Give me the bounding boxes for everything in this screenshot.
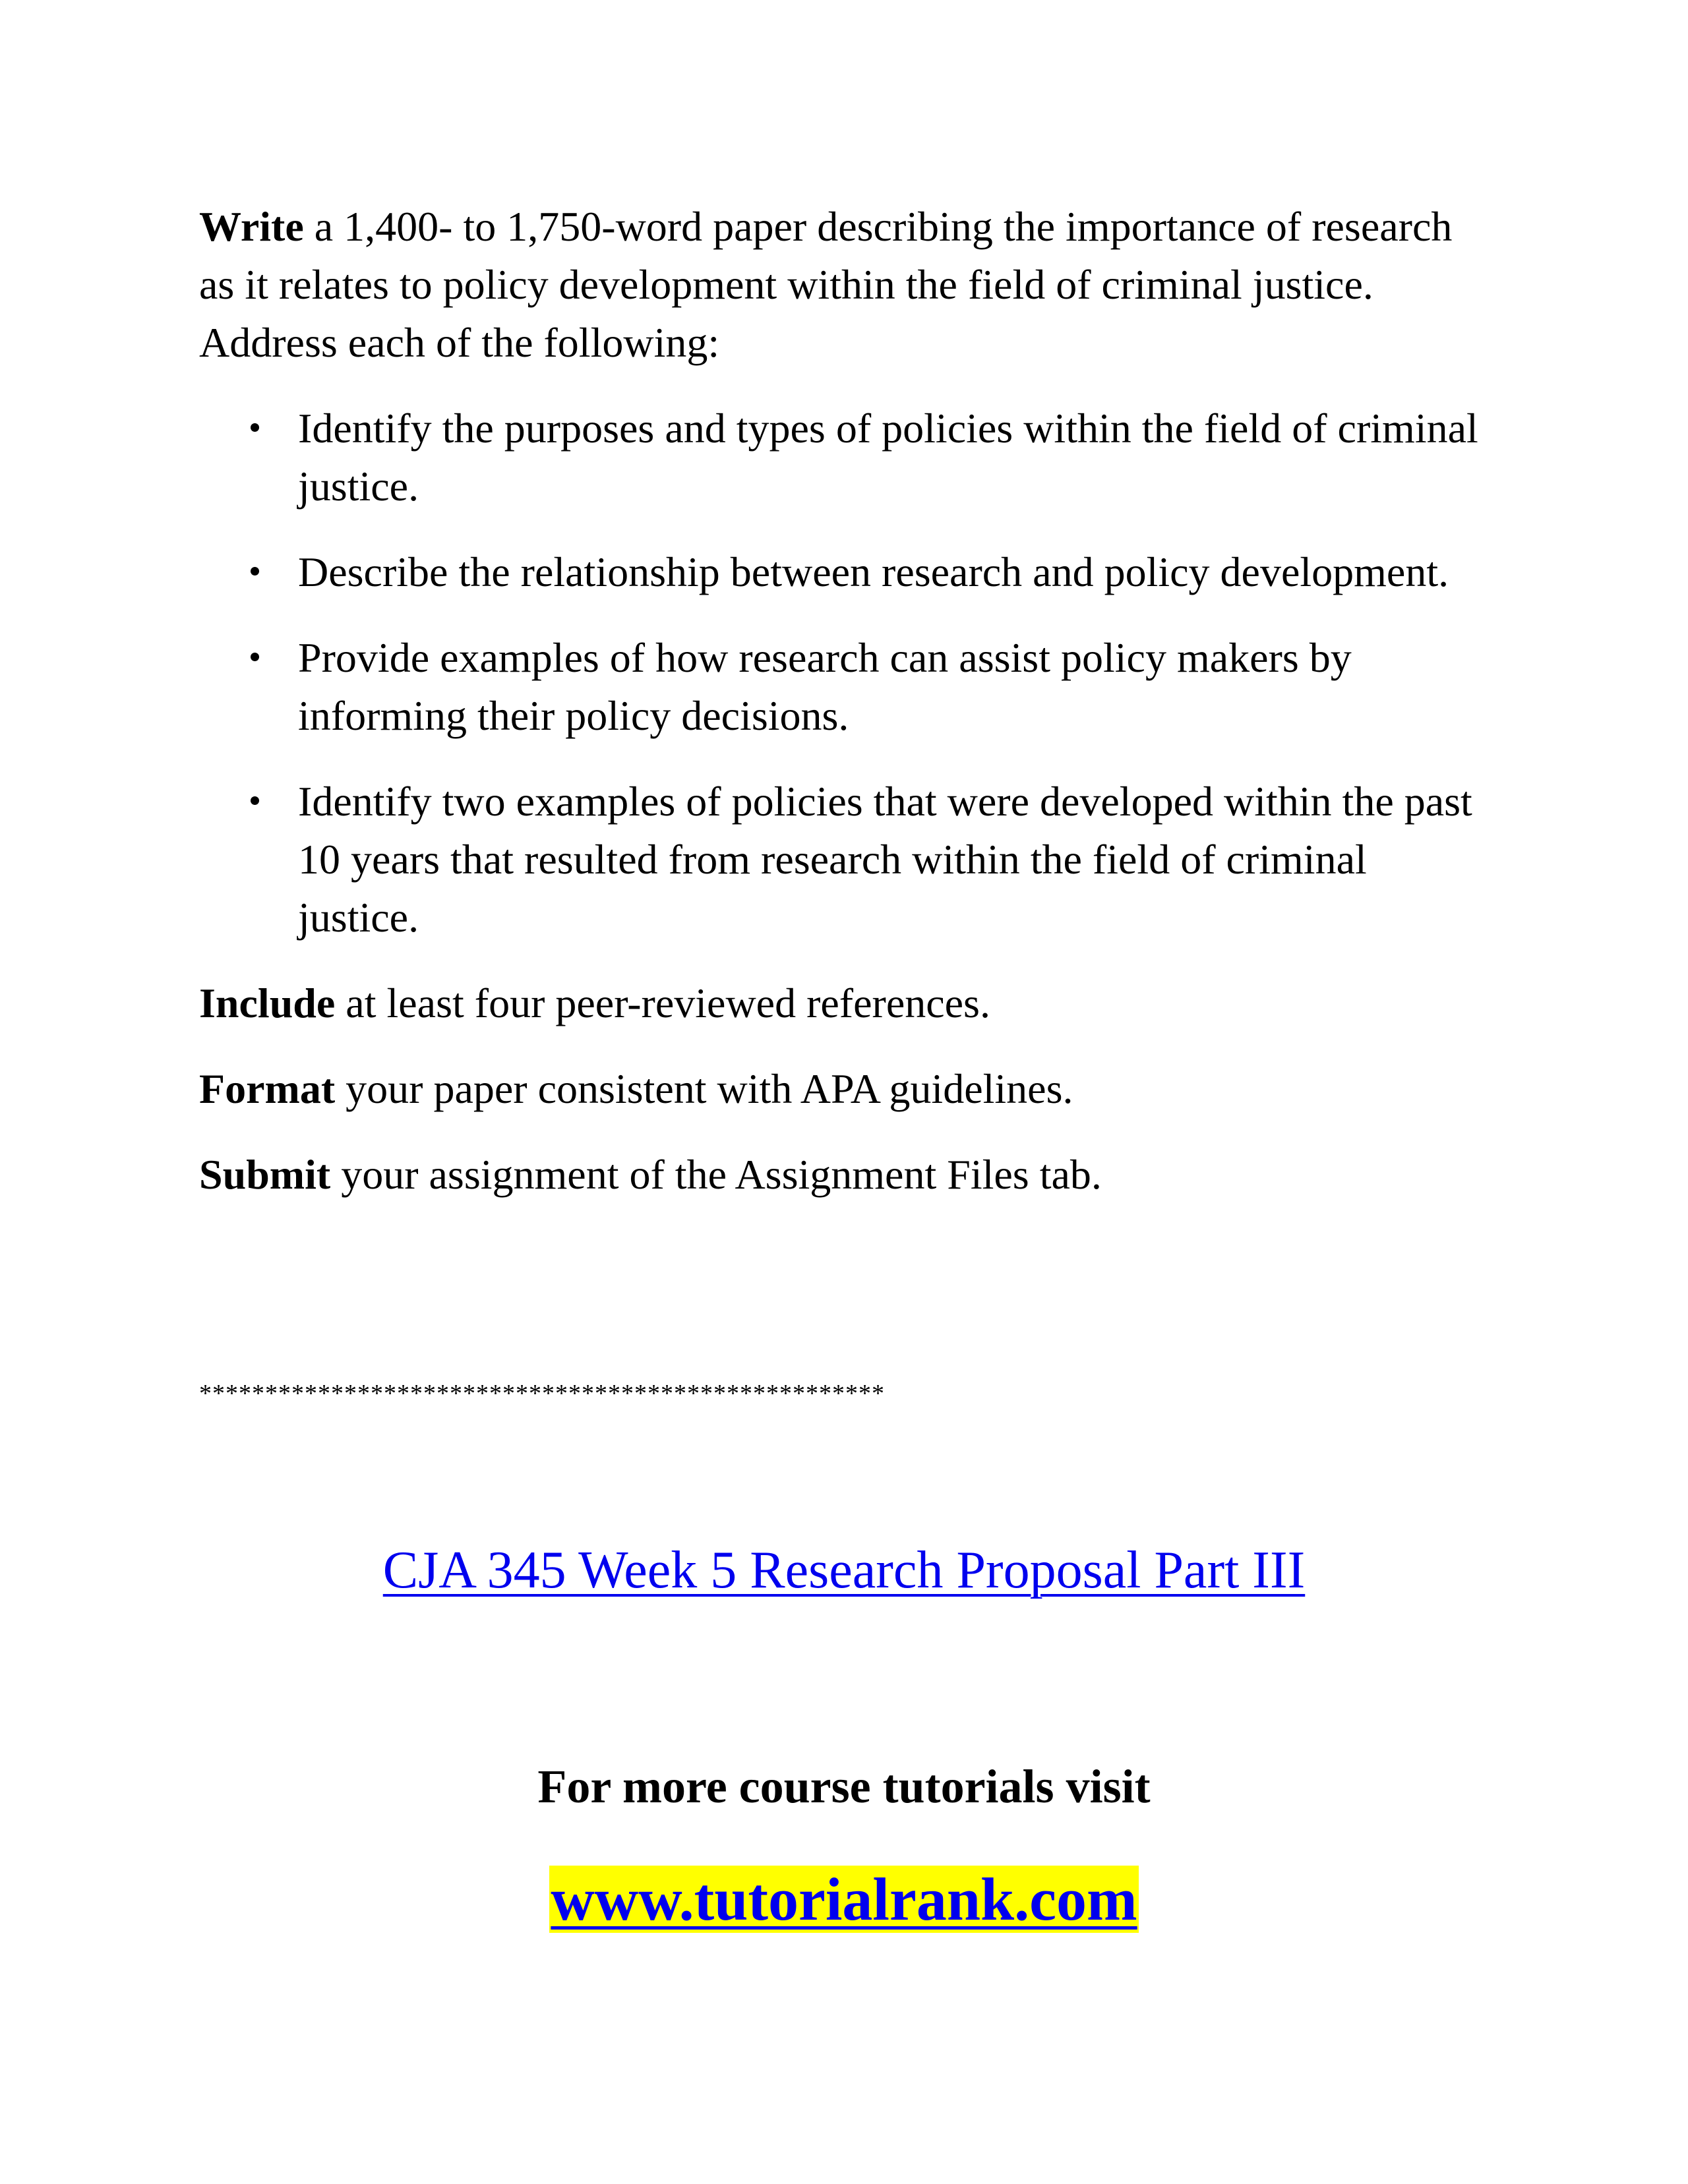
course-title-link[interactable]: CJA 345 Week 5 Research Proposal Part III (382, 1541, 1306, 1599)
bullet-icon (251, 796, 259, 805)
separator-line: **************************************************** (199, 1380, 885, 1407)
website-link[interactable]: www.tutorialrank.com (551, 1866, 1137, 1933)
list-item (298, 773, 1492, 947)
intro-bold-word: Write (199, 203, 304, 250)
list-item (298, 629, 1492, 745)
include-bold-word: Include (199, 980, 336, 1026)
intro-text: a 1,400- to 1,750-word paper describing the importance of research as it relates to policy development within the field of criminal justice. Address each of the following: (199, 203, 1453, 366)
include-text: at least four peer-reviewed references. (335, 980, 990, 1026)
list-item (298, 543, 1492, 601)
more-tutorials-heading: For more course tutorials visit (537, 1760, 1151, 1813)
format-paragraph (199, 1060, 1492, 1118)
submit-paragraph (199, 1146, 1492, 1204)
list-item-text: Provide examples of how research can assist policy makers by informing their policy decisions. (298, 634, 1352, 739)
course-title (0, 1537, 1688, 1603)
list-item (298, 399, 1492, 516)
requirements-list (199, 399, 1492, 947)
bullet-icon (251, 423, 259, 432)
format-bold-word: Format (199, 1065, 336, 1112)
intro-paragraph (199, 198, 1492, 372)
website (0, 1863, 1688, 1935)
list-item-text: Identify two examples of policies that were developed within the past 10 years that resulted from research within the field of criminal justice. (298, 778, 1472, 941)
bullet-icon (251, 653, 259, 661)
format-text: your paper consistent with APA guidelines. (335, 1065, 1073, 1112)
submit-bold-word: Submit (199, 1151, 331, 1198)
list-item-text: Identify the purposes and types of policies within the field of criminal justice. (298, 405, 1478, 510)
include-paragraph (199, 974, 1492, 1032)
submit-text: your assignment of the Assignment Files tab. (330, 1151, 1102, 1198)
list-item-text: Describe the relationship between research and policy development. (298, 548, 1449, 595)
bullet-icon (251, 567, 259, 576)
assignment-content (199, 198, 1492, 1231)
